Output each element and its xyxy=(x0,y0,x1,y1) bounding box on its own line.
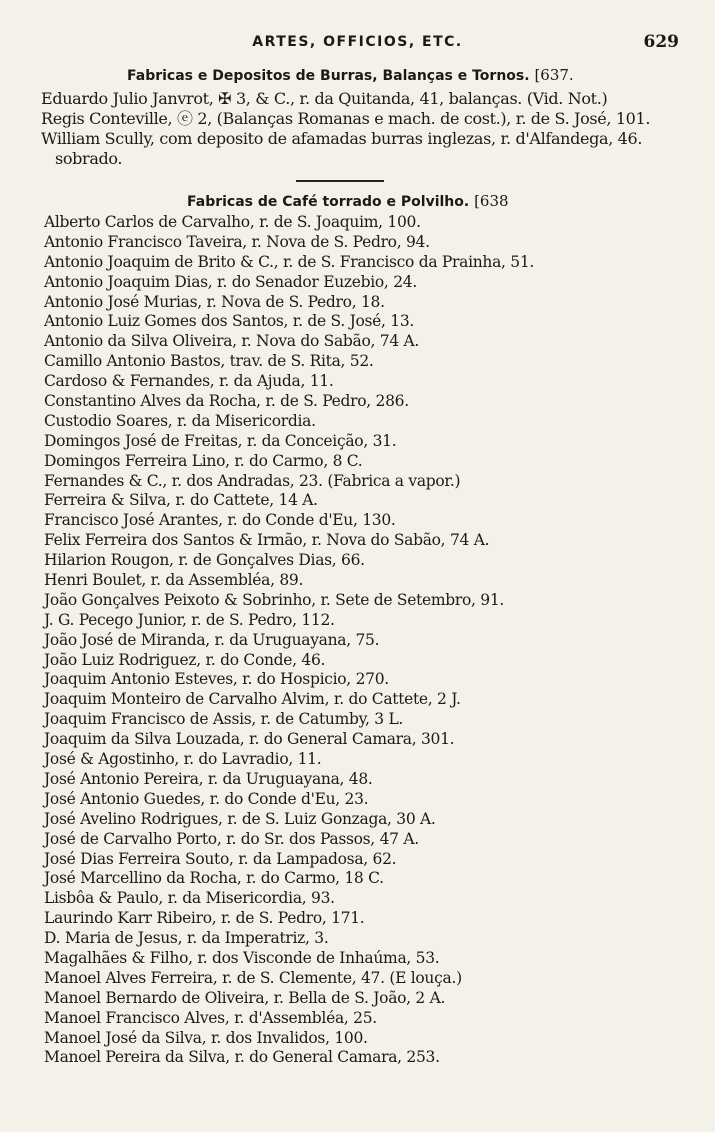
running-head xyxy=(0,32,715,56)
list-item: Antonio da Silva Oliveira, r. Nova do Sabão, 74 A. xyxy=(44,332,420,351)
list-item: Antonio Joaquim Dias, r. do Senador Euzebio, 24. xyxy=(44,272,417,291)
list-item: Custodio Soares, r. da Misericordia. xyxy=(44,411,316,430)
list-item: Manoel Alves Ferreira, r. de S. Clemente, 47. (E louça.) xyxy=(44,968,462,987)
section-divider xyxy=(296,180,384,182)
list-item: João Luiz Rodriguez, r. do Conde, 46. xyxy=(44,650,326,669)
list-item: Alberto Carlos de Carvalho, r. de S. Joaquim, 100. xyxy=(44,213,421,231)
list-item: Lisbôa & Paulo, r. da Misericordia, 93. xyxy=(44,889,335,908)
list-item: José Avelino Rodrigues, r. de S. Luiz Gonzaga, 30 A. xyxy=(44,809,436,828)
list-item: Domingos Ferreira Lino, r. do Carmo, 8 C. xyxy=(44,451,363,470)
list-item: Camillo Antonio Bastos, trav. de S. Rita, 52. xyxy=(44,352,374,371)
section-number: [638 xyxy=(474,192,509,210)
list-item: Henri Boulet, r. da Assembléa, 89. xyxy=(44,571,304,590)
list-item: Joaquim da Silva Louzada, r. do General Camara, 301. xyxy=(44,730,455,749)
list-item: José Dias Ferreira Souto, r. da Lampadosa, 62. xyxy=(44,849,397,868)
section-title: Fabricas de Café torrado e Polvilho. xyxy=(187,194,470,210)
section-heading-cafe xyxy=(187,190,509,212)
list-item: Eduardo Julio Janvrot, ✠ 3, & C., r. da Quitanda, 41, balanças. (Vid. Not.) xyxy=(41,89,608,108)
list-item: Francisco José Arantes, r. do Conde d'Eu, 130. xyxy=(44,511,396,530)
list-item: Manoel José da Silva, r. dos Invalidos, 100. xyxy=(44,1028,368,1047)
list-item: Antonio Francisco Taveira, r. Nova de S. Pedro, 94. xyxy=(44,232,430,251)
list-item: Joaquim Antonio Esteves, r. do Hospicio, 270. xyxy=(44,670,389,689)
list-item: Manoel Pereira da Silva, r. do General Camara, 253. xyxy=(44,1048,440,1067)
list-item: Laurindo Karr Ribeiro, r. de S. Pedro, 171. xyxy=(44,909,365,928)
list-item: João Gonçalves Peixoto & Sobrinho, r. Sete de Setembro, 91. xyxy=(44,590,505,609)
list-item-continuation: sobrado. xyxy=(55,148,123,168)
list-item: João José de Miranda, r. da Uruguayana, 75. xyxy=(44,630,380,649)
list-item: José Antonio Pereira, r. da Uruguayana, 48. xyxy=(44,769,373,788)
list-item: José Marcellino da Rocha, r. do Carmo, 18 C. xyxy=(44,869,384,888)
section-title: Fabricas e Depositos de Burras, Balanças e Tornos. xyxy=(127,68,530,84)
page-number: 629 xyxy=(643,32,679,52)
list-item: Manoel Bernardo de Oliveira, r. Bella de S. João, 2 A. xyxy=(44,988,446,1007)
list-item: Cardoso & Fernandes, r. da Ajuda, 11. xyxy=(44,372,334,391)
list-item: Hilarion Rougon, r. de Gonçalves Dias, 66. xyxy=(44,551,365,570)
entry-list-cafe xyxy=(44,213,534,1068)
list-item: J. G. Pecego Junior, r. de S. Pedro, 112. xyxy=(44,610,335,629)
list-item: Domingos José de Freitas, r. da Conceição, 31. xyxy=(44,431,397,450)
list-item: Regis Conteville, ⓔ 2, (Balanças Romanas e mach. de cost.), r. de S. José, 101. xyxy=(41,108,651,128)
list-item: Antonio Joaquim de Brito & C., r. de S. Francisco da Prainha, 51. xyxy=(44,252,535,271)
list-item: Magalhães & Filho, r. dos Visconde de Inhaúma, 53. xyxy=(44,948,440,967)
list-item: Joaquim Monteiro de Carvalho Alvim, r. do Cattete, 2 J. xyxy=(44,690,461,709)
list-item: Ferreira & Silva, r. do Cattete, 14 A. xyxy=(44,491,318,510)
list-item: D. Maria de Jesus, r. da Imperatriz, 3. xyxy=(44,929,329,948)
list-item: Manoel Francisco Alves, r. d'Assembléa, 25. xyxy=(44,1008,377,1027)
list-item: José de Carvalho Porto, r. do Sr. dos Passos, 47 A. xyxy=(44,829,419,848)
list-item: José Antonio Guedes, r. do Conde d'Eu, 23. xyxy=(44,789,369,808)
entry-list-burras xyxy=(41,89,650,169)
list-item: Fernandes & C., r. dos Andradas, 23. (Fabrica a vapor.) xyxy=(44,471,461,490)
list-item: William Scully, com deposito de afamadas burras inglezas, r. d'Alfandega, 46. xyxy=(41,128,643,148)
list-item: Joaquim Francisco de Assis, r. de Catumby, 3 L. xyxy=(44,710,404,729)
running-title: ARTES, OFFICIOS, ETC. xyxy=(252,34,463,50)
list-item: José & Agostinho, r. do Lavradio, 11. xyxy=(44,750,322,769)
section-heading-burras xyxy=(127,64,574,86)
list-item: Antonio José Murias, r. Nova de S. Pedro, 18. xyxy=(44,292,385,311)
section-number: [637. xyxy=(534,66,574,84)
list-item: Antonio Luiz Gomes dos Santos, r. de S. José, 13. xyxy=(44,312,415,331)
list-item: Constantino Alves da Rocha, r. de S. Pedro, 286. xyxy=(44,392,409,411)
list-item: Felix Ferreira dos Santos & Irmão, r. Nova do Sabão, 74 A. xyxy=(44,531,490,550)
